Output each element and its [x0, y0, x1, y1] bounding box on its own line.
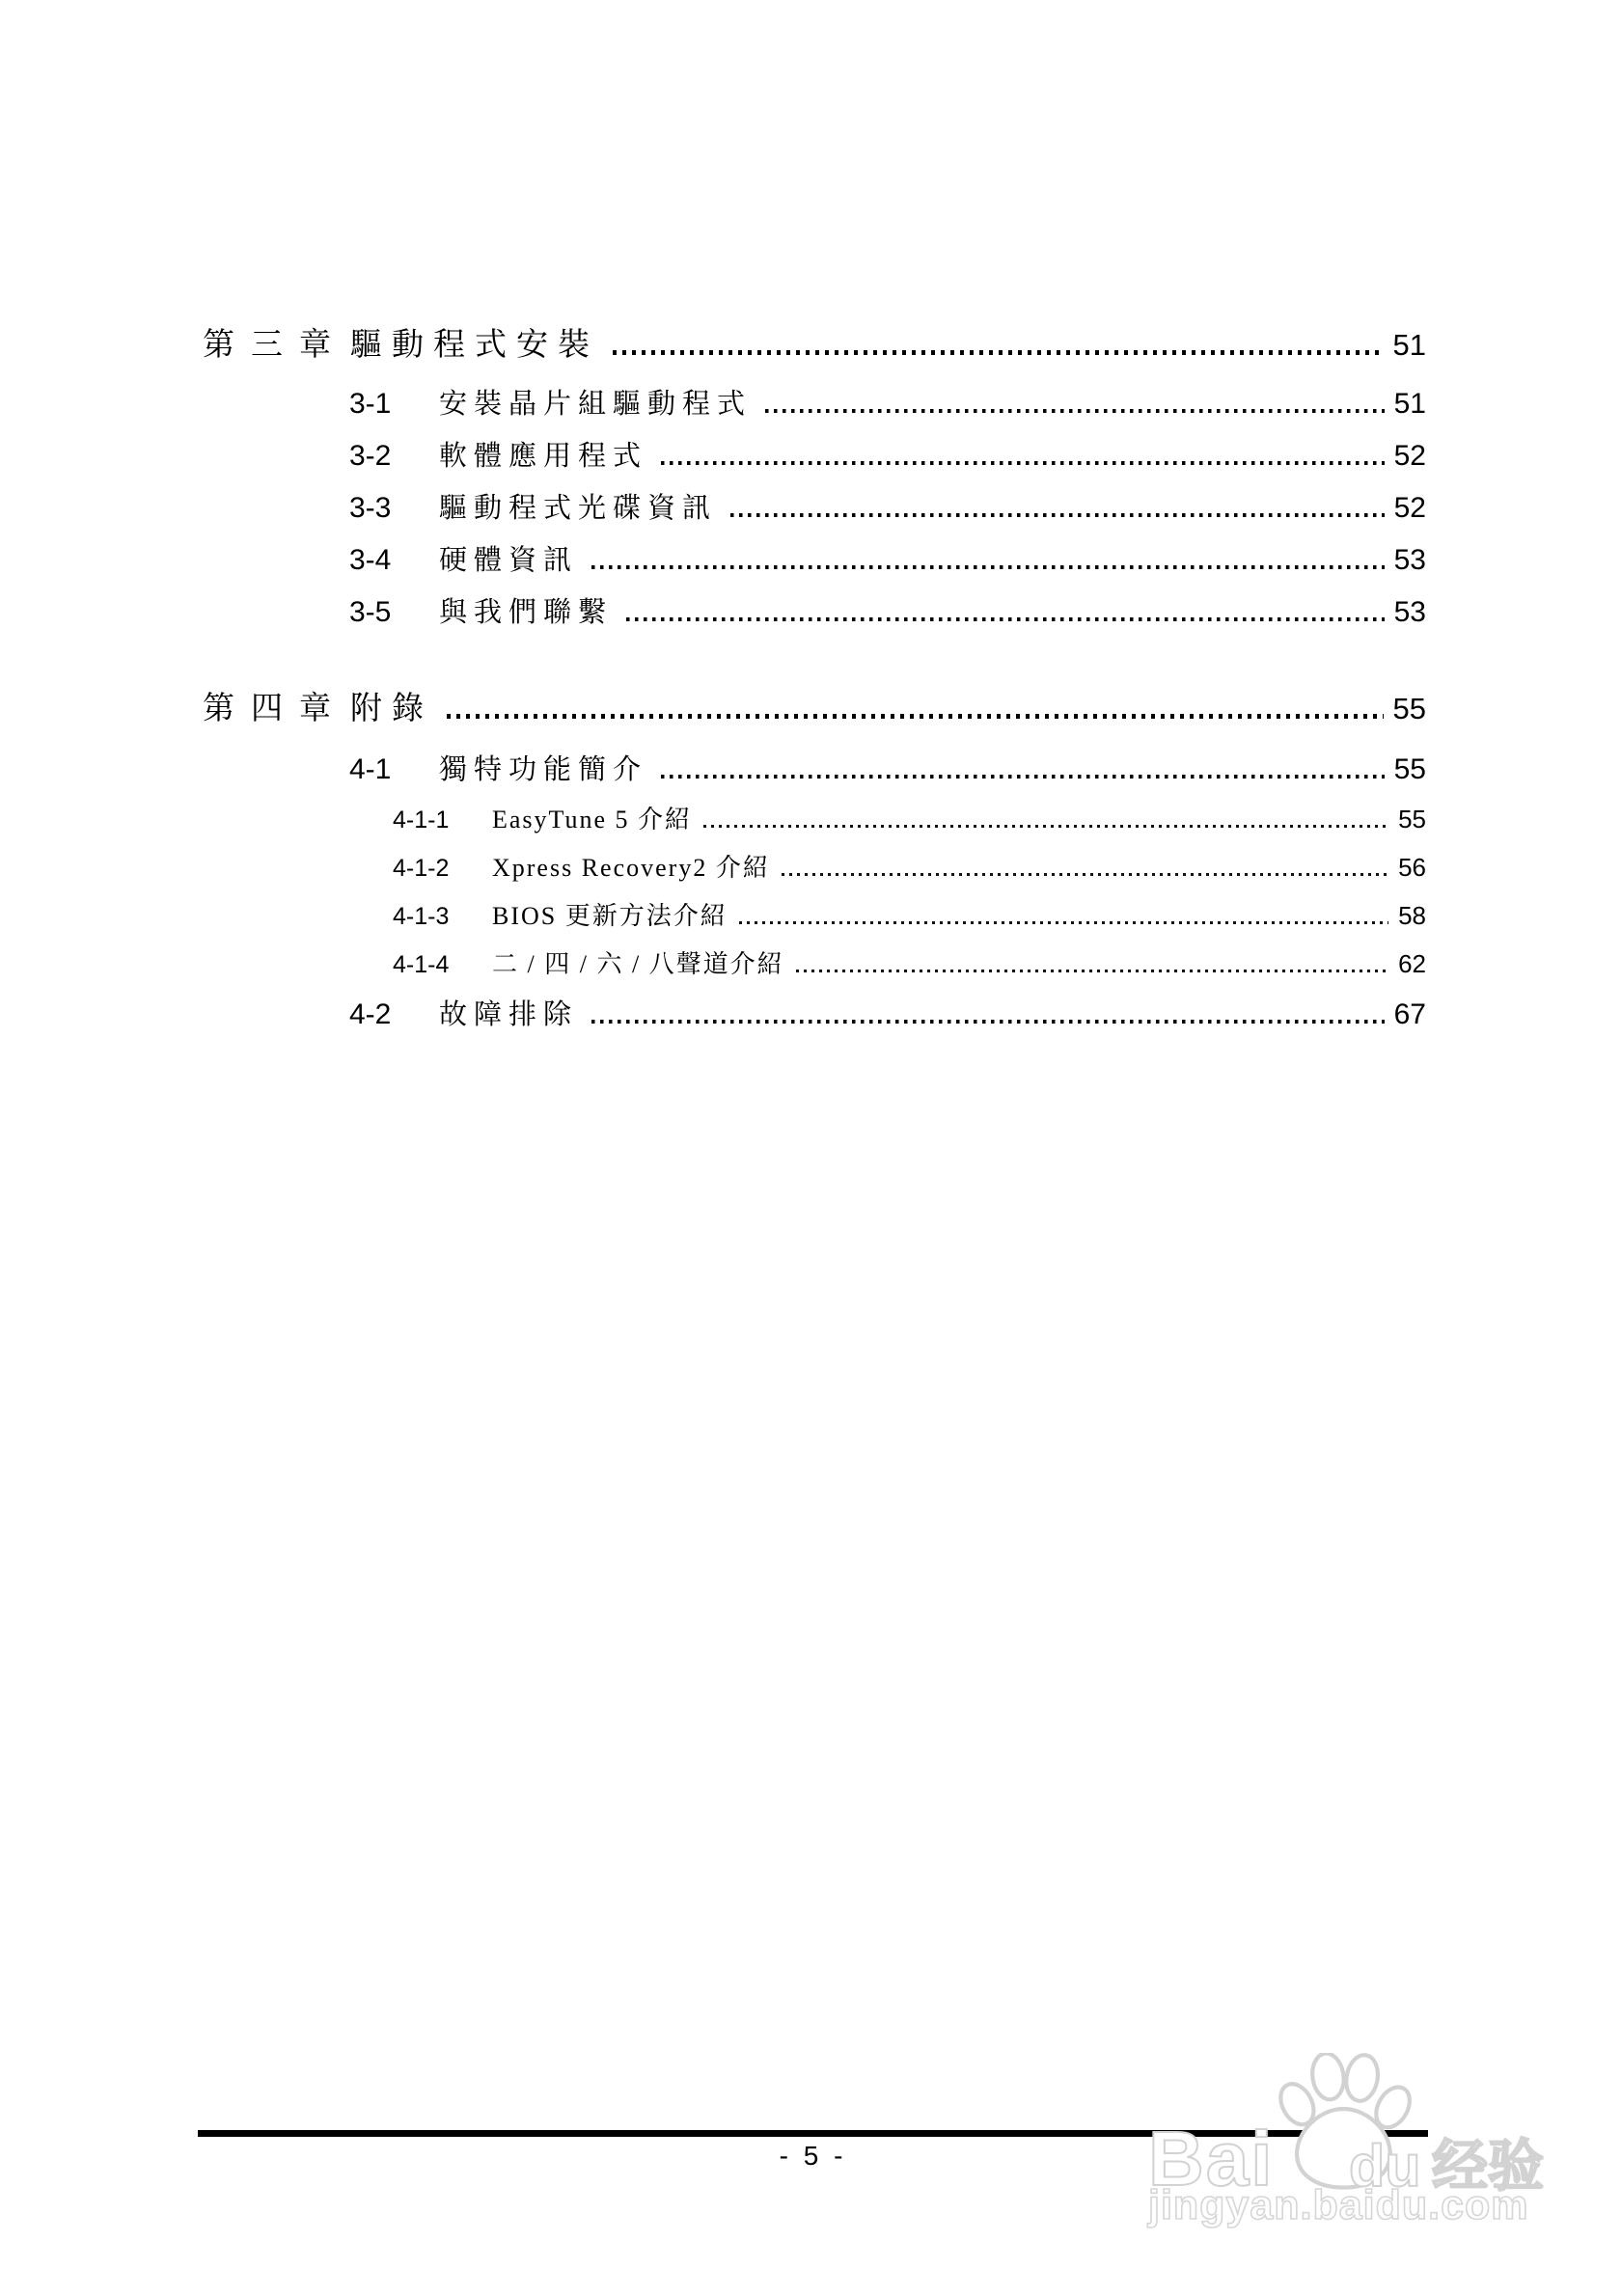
chapter-label: 第四章 [203, 692, 347, 726]
toc-chapter-row [203, 322, 1426, 369]
section-number: 4-1 [349, 753, 392, 785]
page-number: 51 [1392, 328, 1426, 362]
section-title: 軟體應用程式 [439, 441, 648, 472]
page-number: 55 [1392, 692, 1426, 725]
page-number: 53 [1393, 544, 1426, 576]
dot-leader [661, 775, 1385, 779]
dot-leader [591, 565, 1385, 569]
dot-leader [796, 970, 1388, 972]
section-number: 3-4 [349, 544, 392, 576]
toc-section-row [203, 378, 1426, 430]
section-title: 與我們聯繫 [439, 597, 614, 628]
section-title: 驅動程式光碟資訊 [439, 493, 718, 524]
dot-leader [591, 1020, 1385, 1024]
dot-leader [739, 921, 1388, 924]
toc-chapter-row [203, 686, 1426, 732]
toc-section-row [203, 587, 1426, 639]
section-title: 安裝晶片組驅動程式 [439, 389, 753, 420]
footer-page-number: - 5 - [779, 2141, 847, 2171]
watermark-brand-bai: Bai [1148, 2116, 1275, 2201]
subsection-number: 4-1-1 [393, 806, 450, 834]
dot-leader [613, 350, 1384, 355]
toc-subsection-row [203, 844, 1426, 892]
page-number: 51 [1393, 388, 1426, 420]
page-number: 58 [1398, 901, 1426, 930]
toc-section-row [203, 430, 1426, 482]
section-title: 獨特功能簡介 [439, 754, 648, 785]
table-of-contents [203, 322, 1426, 1041]
dot-leader [661, 461, 1385, 465]
dot-leader [782, 873, 1388, 876]
page-number: 55 [1393, 753, 1426, 785]
dot-leader [447, 714, 1384, 719]
toc-subsection-row [203, 941, 1426, 989]
dot-leader [765, 409, 1385, 413]
subsection-title: 二 / 四 / 六 / 八聲道介紹 [492, 950, 784, 978]
dot-leader [703, 825, 1388, 828]
page-number: 52 [1393, 440, 1426, 472]
toc-section-row [203, 989, 1426, 1041]
chapter-title: 驅動程式安裝 [350, 328, 599, 363]
page-number: 52 [1393, 492, 1426, 524]
section-number: 3-3 [349, 492, 392, 524]
dot-leader [730, 513, 1385, 517]
subsection-number: 4-1-2 [393, 855, 450, 882]
subsection-number: 4-1-3 [393, 903, 450, 930]
subsection-number: 4-1-4 [393, 951, 450, 978]
section-title: 硬體資訊 [439, 545, 579, 576]
subsection-title: BIOS 更新方法介紹 [492, 902, 728, 930]
watermark-brand-suffix: 经验 [1432, 2135, 1545, 2198]
section-title: 故障排除 [439, 999, 579, 1030]
toc-section-row [203, 744, 1426, 796]
page-number: 67 [1393, 998, 1426, 1030]
subsection-title: Xpress Recovery2 介紹 [492, 854, 770, 882]
section-number: 3-1 [349, 388, 392, 420]
subsection-title: EasyTune 5 介紹 [492, 806, 693, 834]
page-number: 62 [1398, 949, 1426, 978]
toc-section-row [203, 534, 1426, 587]
section-number: 3-5 [349, 596, 392, 628]
toc-section-row [203, 482, 1426, 534]
section-number: 4-2 [349, 998, 392, 1030]
chapter-title: 附錄 [350, 692, 433, 726]
dot-leader [626, 617, 1385, 621]
toc-subsection-row [203, 796, 1426, 844]
chapter-label: 第三章 [203, 328, 347, 363]
toc-subsection-row [203, 892, 1426, 941]
page-number: 53 [1393, 596, 1426, 628]
page-number: 56 [1398, 853, 1426, 882]
page-number: 55 [1398, 805, 1426, 834]
watermark-brand-du: du [1349, 2133, 1421, 2199]
watermark-url: jingyan.baidu.com [1148, 2182, 1529, 2228]
section-number: 3-2 [349, 440, 392, 472]
